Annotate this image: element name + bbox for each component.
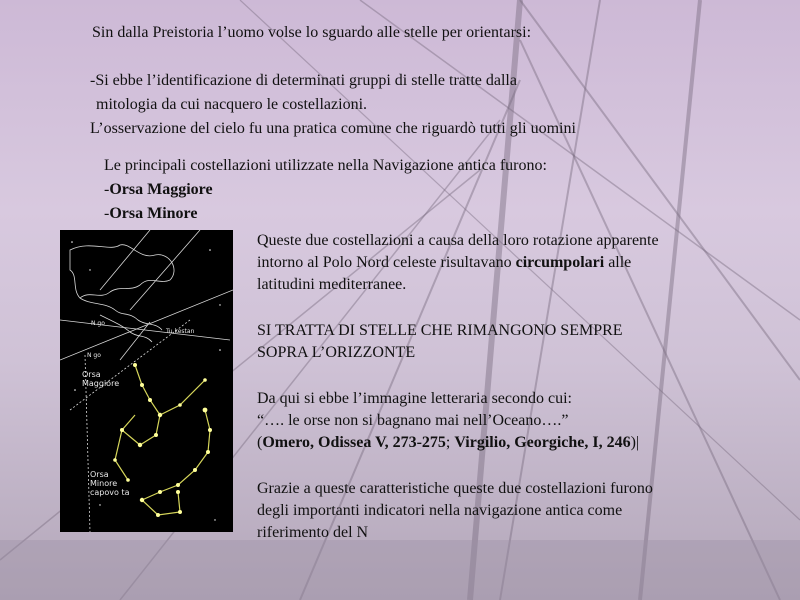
constellation-item-orsa-minore: -Orsa Minore <box>104 205 198 222</box>
explanation-block <box>257 230 777 544</box>
identification-line-2: mitologia da cui nacquero le costellazioni. <box>96 96 368 113</box>
constellation-name: Orsa Minore <box>109 205 198 222</box>
navigation-line-2: degli importanti indicatori nella navigazione antica come <box>257 502 623 519</box>
constellations-intro: Le principali costellazioni utilizzate nella Navigazione antica furono: <box>104 157 547 174</box>
circumpolar-term: circumpolari <box>515 254 605 271</box>
constellation-item-orsa-maggiore: -Orsa Maggiore <box>104 181 213 198</box>
map-label-turkestan: Tu kestan <box>166 328 195 335</box>
literary-quote: “…. le orse non si bagnano mai nell’Oceano….” <box>257 412 569 429</box>
literary-line-1: Da qui si ebbe l’immagine letteraria secondo cui: <box>257 390 572 407</box>
intro-text: Sin dalla Preistoria l’uomo volse lo sguardo alle stelle per orientarsi: <box>92 24 532 41</box>
star-map-image <box>60 230 233 532</box>
horizon-line-1: SI TRATTA DI STELLE CHE RIMANGONO SEMPRE <box>257 322 623 339</box>
navigation-line-3: riferimento del N <box>257 524 369 541</box>
navigation-line-1: Grazie a queste caratteristiche queste due costellazioni furono <box>257 480 653 497</box>
rotation-line-2: intorno al Polo Nord celeste risultavano circumpolari alle <box>257 254 632 271</box>
identification-line-1: -Si ebbe l’identificazione di determinati gruppi di stelle tratte dalla <box>90 72 517 89</box>
rotation-line-1: Queste due costellazioni a causa della loro rotazione apparente <box>257 232 659 249</box>
map-label-orsa-minore: Orsa Minore capovo ta <box>90 470 130 497</box>
map-label-ngp-2: N go <box>87 352 101 359</box>
observation-text: L’osservazione del cielo fu una pratica comune che riguardò tutti gli uomini <box>90 120 576 137</box>
constellation-name: Orsa Maggiore <box>109 181 213 198</box>
citation-homer: Omero, Odissea V, 273-275 <box>262 434 446 451</box>
map-label-orsa-maggiore: Orsa Maggiore <box>82 370 120 388</box>
literary-citation: (Omero, Odissea V, 273-275; Virgilio, Georgiche, I, 246)| <box>257 434 640 451</box>
citation-virgil: Virgilio, Georgiche, I, 246 <box>454 434 631 451</box>
map-label-ngp: N go <box>91 320 105 327</box>
horizon-line-2: SOPRA L’ORIZZONTE <box>257 344 416 361</box>
rotation-line-3: latitudini mediterranee. <box>257 276 407 293</box>
